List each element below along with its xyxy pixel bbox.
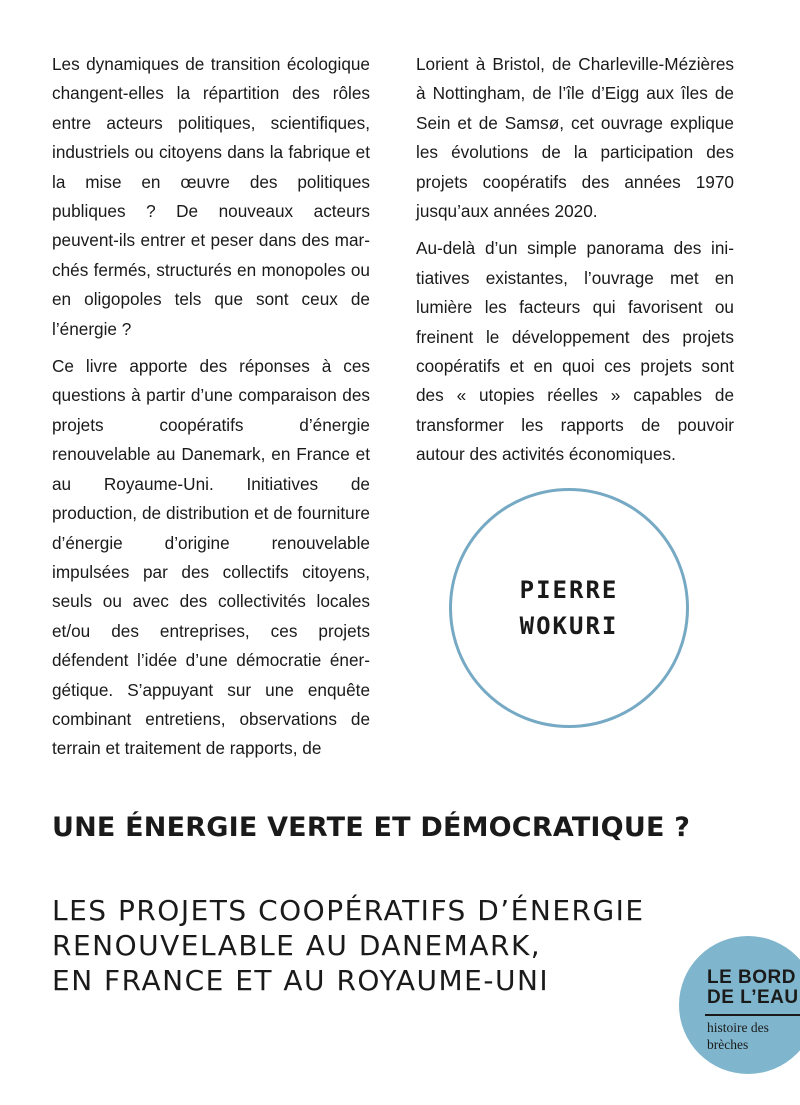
subtitle-line: RENOUVELABLE AU DANEMARK, bbox=[52, 929, 542, 962]
author-circle bbox=[449, 488, 689, 728]
author-last-name: WOKURI bbox=[519, 612, 619, 640]
subtitle-line: EN FRANCE ET AU ROYAUME-UNI bbox=[52, 964, 550, 997]
book-subtitle bbox=[52, 893, 645, 998]
collection-name: histoire des brèches bbox=[707, 1020, 769, 1052]
summary-paragraph: Les dynamiques de transition écologique changent-elles la répartition des rôles entre acteurs politiques, scientifiques, industriels ou citoyens dans la fabrique et la mise en œuvre des politiques publiques ? De nouveaux acteurs peuvent-ils entrer et peser dans des marchés fermés, structurés en monopoles ou en oligopoles tels que sont ceux de l’énergie ? bbox=[52, 54, 370, 339]
book-title: UNE ÉNERGIE VERTE ET DÉMOCRATIQUE ? bbox=[52, 812, 691, 843]
summary-paragraph: Lorient à Bristol, de Charleville-Mézières à Nottingham, de l’île d’Eigg aux îles de Sein et de Samsø, cet ouvrage explique les évolutions de la participation des projets coopératifs des années 1970 jusqu’aux années 2020. bbox=[416, 54, 734, 222]
publisher-logo bbox=[679, 936, 800, 1074]
back-cover-text-right-column bbox=[416, 50, 734, 478]
publisher-name-line: DE L’EAU bbox=[707, 987, 799, 1008]
subtitle-line: LES PROJETS COOPÉRATIFS D’ÉNERGIE bbox=[52, 894, 645, 927]
author-first-name: PIERRE bbox=[519, 576, 619, 604]
back-cover-text-left-column bbox=[52, 50, 370, 772]
publisher-divider bbox=[705, 1014, 800, 1016]
publisher-name-line: LE BORD bbox=[707, 967, 796, 988]
summary-paragraph: Au-delà d’un simple panorama des initiatives existantes, l’ouvrage met en lumière les facteurs qui favorisent ou freinent le développement des projets coopératifs et en quoi ces projets sont des « utopies réelles » capables de transformer les rapports de pouvoir autour des activités économiques. bbox=[416, 238, 734, 465]
summary-paragraph: Ce livre apporte des réponses à ces questions à partir d’une comparaison des projets coopératifs d’énergie renouvelable au Danemark, en France et au Royaume-Uni. Initiatives de production, de distribution et de fourniture d’énergie d’origine renouvelable impulsées par des collectifs citoyens, seuls ou avec des collectivités locales et/ou des entreprises, ces projets défendent l’idée d’une démocratie énergétique. S’appuyant sur une enquête combinant entretiens, observations de terrain et traitement de rapports, de bbox=[52, 356, 370, 759]
publisher-name bbox=[707, 968, 799, 1008]
